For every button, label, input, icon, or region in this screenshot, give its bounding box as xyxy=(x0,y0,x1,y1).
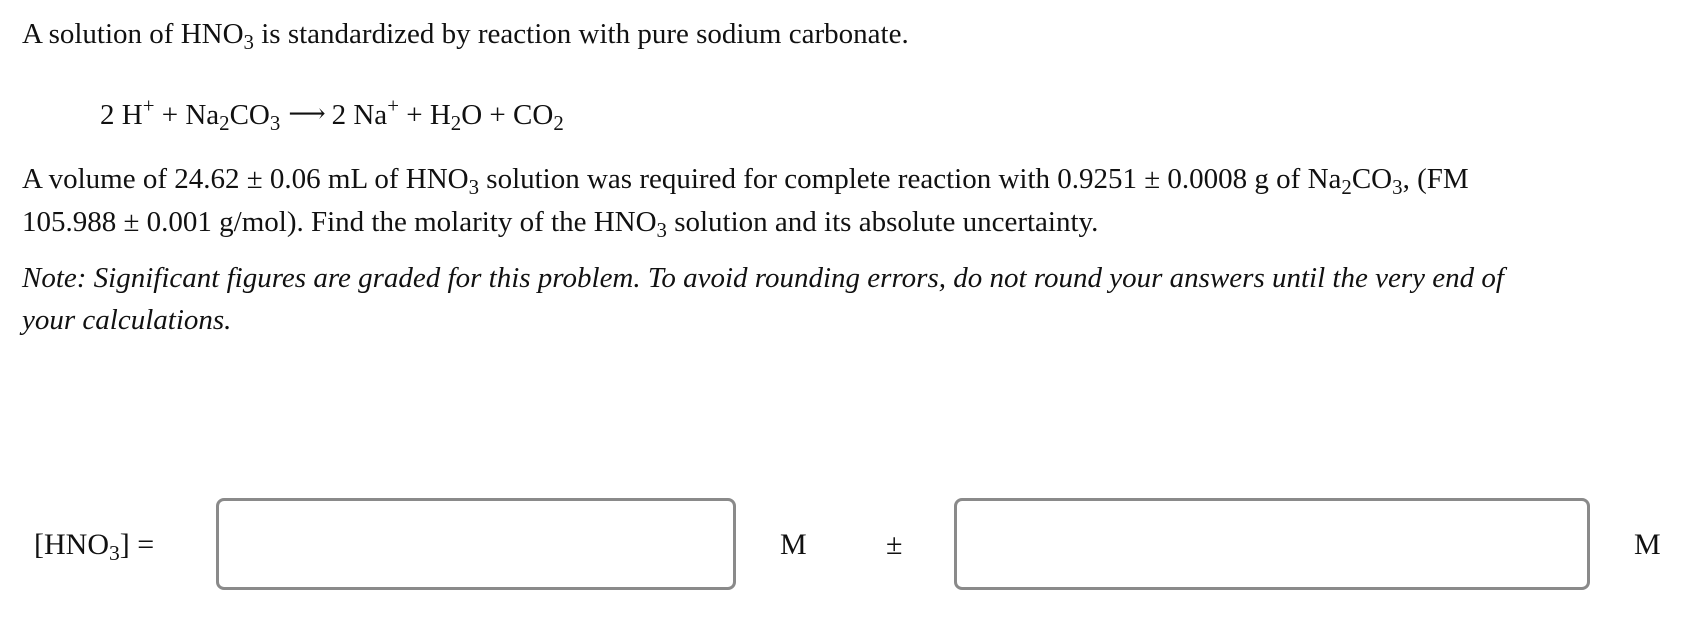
molarity-input[interactable] xyxy=(216,498,736,590)
equation-term: 2 H xyxy=(100,99,143,131)
subscript: 3 xyxy=(243,29,254,54)
superscript: + xyxy=(387,93,399,118)
problem-line-2 xyxy=(22,200,1098,244)
reaction-equation xyxy=(100,92,564,137)
intro-text xyxy=(22,12,909,56)
problem-text-part: 105.988 ± 0.001 g/mol). Find the molarity of the HNO xyxy=(22,206,657,238)
equation-term: + Na xyxy=(154,99,220,131)
problem-text-part: , (FM xyxy=(1402,163,1469,195)
subscript: 2 xyxy=(450,110,462,135)
subscript: 3 xyxy=(109,541,120,566)
subscript: 2 xyxy=(219,110,230,135)
problem-text-part: solution was required for complete reaction with 0.9251 ± 0.0008 g of Na xyxy=(479,163,1342,195)
label-part: ] = xyxy=(119,528,155,561)
subscript: 3 xyxy=(656,217,667,242)
answer-row xyxy=(0,498,1686,598)
problem-text-part: CO xyxy=(1351,163,1393,195)
intro-text-part: is standardized by reaction with pure sodium carbonate. xyxy=(253,18,909,50)
plus-minus-sign: ± xyxy=(886,528,903,561)
problem-line-1 xyxy=(22,157,1469,201)
equation-term: CO xyxy=(229,99,270,131)
equation-term: O + CO xyxy=(461,99,554,131)
subscript: 2 xyxy=(553,110,564,135)
subscript: 3 xyxy=(269,110,281,135)
problem-text-part: A volume of 24.62 ± 0.06 mL of HNO xyxy=(22,163,469,195)
problem-text-part: solution and its absolute uncertainty. xyxy=(666,206,1099,238)
subscript: 2 xyxy=(1341,174,1352,199)
reaction-arrow-icon: ⟶ xyxy=(288,99,326,128)
uncertainty-input[interactable] xyxy=(954,498,1590,590)
label-part: [HNO xyxy=(34,528,109,561)
note-line-2: your calculations. xyxy=(22,304,232,336)
subscript: 3 xyxy=(468,174,480,199)
molarity-unit: M xyxy=(780,528,807,561)
intro-text-part: A solution of HNO xyxy=(22,18,244,50)
equation-term: + H xyxy=(398,99,451,131)
superscript: + xyxy=(142,93,155,118)
equation-term: 2 Na xyxy=(331,99,388,131)
note-line-1: Note: Significant figures are graded for this problem. To avoid rounding errors, do not round your answers until the very end of xyxy=(22,262,1504,294)
subscript: 3 xyxy=(1392,174,1403,199)
uncertainty-unit: M xyxy=(1634,528,1661,561)
molarity-label xyxy=(34,528,155,566)
